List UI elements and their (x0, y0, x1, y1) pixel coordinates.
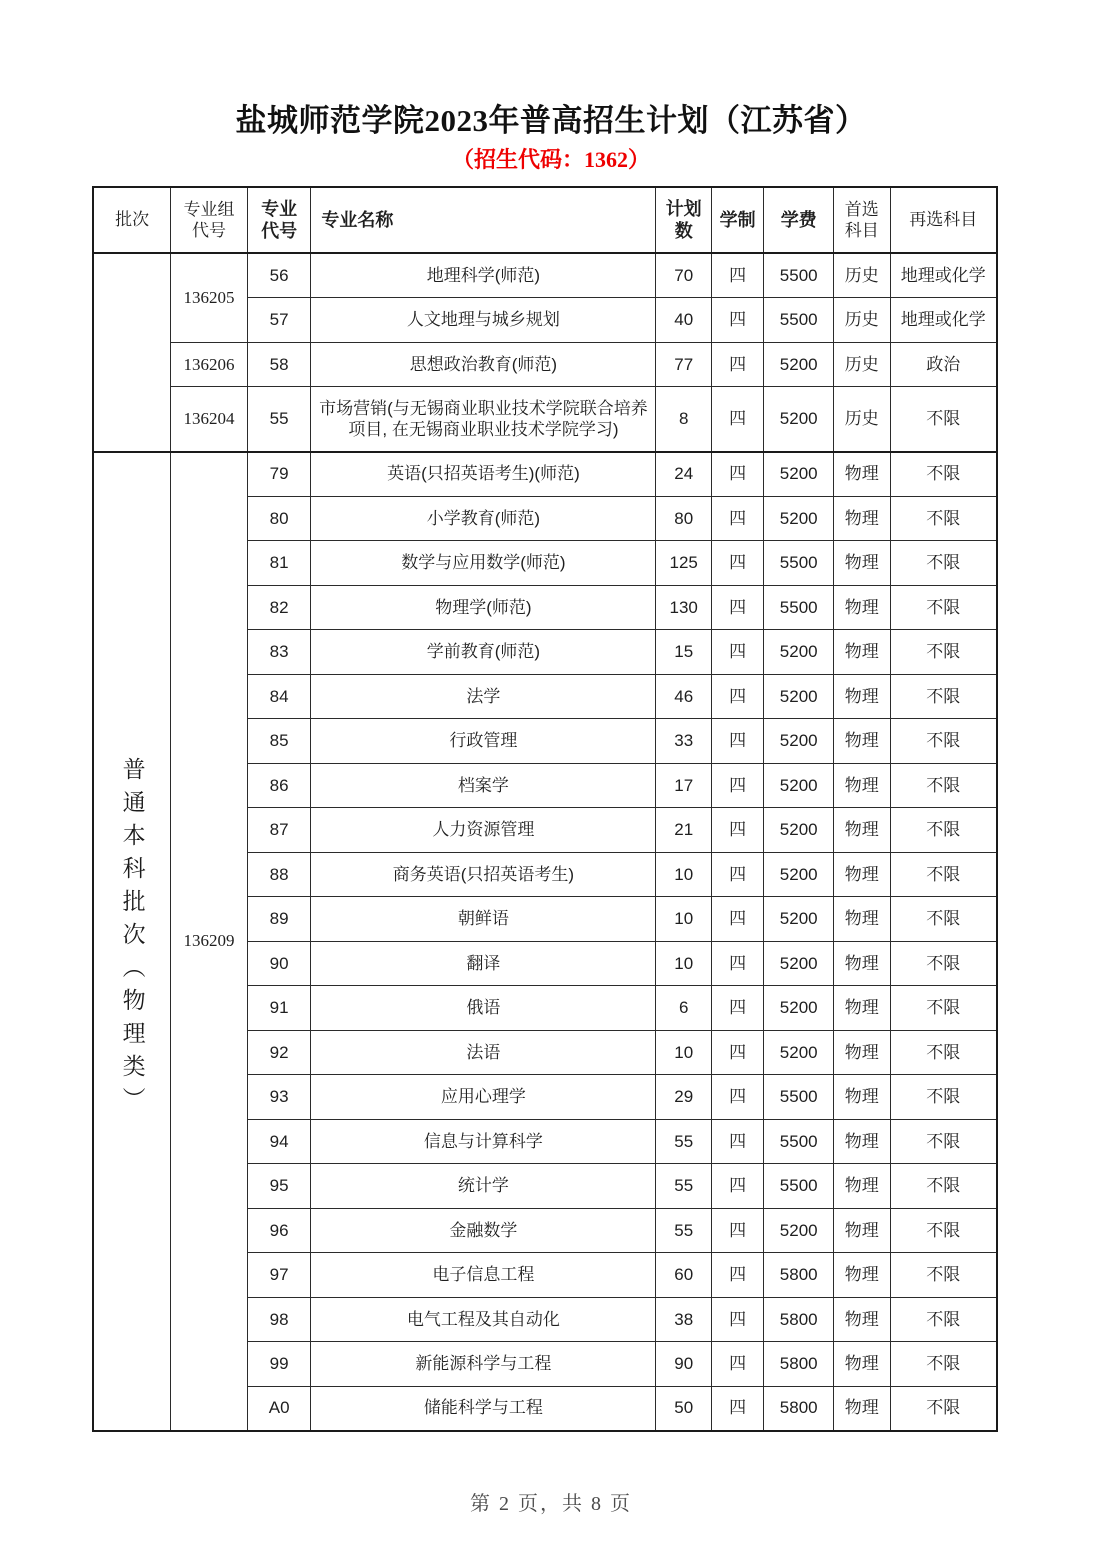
tuition-cell: 5200 (764, 1208, 834, 1253)
plan-count-cell: 24 (656, 452, 711, 497)
tuition-cell: 5200 (764, 674, 834, 719)
second-subject-cell: 不限 (890, 852, 997, 897)
plan-count-cell: 17 (656, 763, 711, 808)
plan-count-cell: 40 (656, 298, 711, 343)
first-subject-cell: 物理 (834, 630, 891, 675)
tuition-cell: 5800 (764, 1386, 834, 1431)
second-subject-cell: 地理或化学 (890, 253, 997, 298)
second-subject-cell: 不限 (890, 1119, 997, 1164)
table-row (93, 253, 997, 298)
first-subject-cell: 物理 (834, 852, 891, 897)
major-code-cell: 92 (247, 1030, 311, 1075)
years-cell: 四 (711, 387, 763, 452)
tuition-cell: 5200 (764, 763, 834, 808)
tuition-cell: 5200 (764, 452, 834, 497)
tuition-cell: 5500 (764, 1075, 834, 1120)
major-code-cell: 97 (247, 1253, 311, 1298)
plan-count-cell: 80 (656, 496, 711, 541)
batch-cell (93, 452, 171, 1431)
major-name-cell: 物理学(师范) (311, 585, 656, 630)
page-footer: 第 2 页，共 8 页 (470, 1493, 632, 1515)
plan-count-cell: 8 (656, 387, 711, 452)
second-subject-cell: 不限 (890, 452, 997, 497)
years-cell: 四 (711, 719, 763, 764)
second-subject-cell: 不限 (890, 763, 997, 808)
major-code-cell: 94 (247, 1119, 311, 1164)
major-code-cell: 55 (247, 387, 311, 452)
header-second-subject: 再选科目 (890, 187, 997, 253)
years-cell: 四 (711, 496, 763, 541)
first-subject-cell: 物理 (834, 541, 891, 586)
years-cell: 四 (711, 852, 763, 897)
first-subject-cell: 物理 (834, 1342, 891, 1387)
plan-count-cell: 10 (656, 1030, 711, 1075)
major-code-cell: 87 (247, 808, 311, 853)
major-name-cell: 储能科学与工程 (311, 1386, 656, 1431)
header-years: 学制 (711, 187, 763, 253)
major-name-cell: 地理科学(师范) (311, 253, 656, 298)
plan-count-cell: 130 (656, 585, 711, 630)
group-code-cell: 136204 (171, 387, 248, 452)
major-name-cell: 思想政治教育(师范) (311, 342, 656, 387)
first-subject-cell: 物理 (834, 763, 891, 808)
header-row (93, 187, 997, 253)
major-code-cell: 98 (247, 1297, 311, 1342)
plan-count-cell: 60 (656, 1253, 711, 1298)
plan-count-cell: 10 (656, 897, 711, 942)
first-subject-cell: 物理 (834, 1386, 891, 1431)
years-cell: 四 (711, 1208, 763, 1253)
group-code-cell: 136205 (171, 253, 248, 342)
second-subject-cell: 不限 (890, 1030, 997, 1075)
major-code-cell: 96 (247, 1208, 311, 1253)
title-block (0, 100, 1102, 176)
second-subject-cell: 不限 (890, 387, 997, 452)
tuition-cell: 5500 (764, 585, 834, 630)
major-name-cell: 翻译 (311, 941, 656, 986)
plan-count-cell: 55 (656, 1119, 711, 1164)
major-name-cell: 小学教育(师范) (311, 496, 656, 541)
tuition-cell: 5500 (764, 1164, 834, 1209)
enrollment-plan-table (92, 186, 998, 1432)
tuition-cell: 5200 (764, 719, 834, 764)
second-subject-cell: 不限 (890, 1208, 997, 1253)
major-name-cell: 电子信息工程 (311, 1253, 656, 1298)
tuition-cell: 5200 (764, 342, 834, 387)
major-name-cell: 信息与计算科学 (311, 1119, 656, 1164)
years-cell: 四 (711, 1386, 763, 1431)
major-name-cell: 统计学 (311, 1164, 656, 1209)
first-subject-cell: 物理 (834, 941, 891, 986)
first-subject-cell: 物理 (834, 1030, 891, 1075)
second-subject-cell: 政治 (890, 342, 997, 387)
tuition-cell: 5200 (764, 1030, 834, 1075)
first-subject-cell: 物理 (834, 897, 891, 942)
tuition-cell: 5200 (764, 630, 834, 675)
table-body (93, 253, 997, 1431)
header-batch: 批次 (93, 187, 171, 253)
major-code-cell: 91 (247, 986, 311, 1031)
page-title: 盐城师范学院2023年普高招生计划（江苏省） (235, 103, 867, 138)
major-name-cell: 行政管理 (311, 719, 656, 764)
major-name-cell: 市场营销(与无锡商业职业技术学院联合培养项目, 在无锡商业职业技术学院学习) (311, 387, 656, 452)
tuition-cell: 5200 (764, 496, 834, 541)
group-code-cell: 136206 (171, 342, 248, 387)
header-plan-count: 计划数 (656, 187, 711, 253)
first-subject-cell: 历史 (834, 342, 891, 387)
major-name-cell: 学前教育(师范) (311, 630, 656, 675)
header-first-subject: 首选科目 (834, 187, 891, 253)
plan-count-cell: 55 (656, 1164, 711, 1209)
major-code-cell: 88 (247, 852, 311, 897)
major-code-cell: 57 (247, 298, 311, 343)
years-cell: 四 (711, 1075, 763, 1120)
years-cell: 四 (711, 1164, 763, 1209)
plan-count-cell: 77 (656, 342, 711, 387)
first-subject-cell: 历史 (834, 253, 891, 298)
second-subject-cell: 不限 (890, 897, 997, 942)
years-cell: 四 (711, 1030, 763, 1075)
major-code-cell: 83 (247, 630, 311, 675)
years-cell: 四 (711, 941, 763, 986)
years-cell: 四 (711, 808, 763, 853)
major-name-cell: 法学 (311, 674, 656, 719)
major-name-cell: 法语 (311, 1030, 656, 1075)
second-subject-cell: 不限 (890, 941, 997, 986)
major-name-cell: 俄语 (311, 986, 656, 1031)
tuition-cell: 5200 (764, 852, 834, 897)
second-subject-cell: 不限 (890, 674, 997, 719)
major-code-cell: 84 (247, 674, 311, 719)
major-name-cell: 档案学 (311, 763, 656, 808)
years-cell: 四 (711, 452, 763, 497)
major-code-cell: 99 (247, 1342, 311, 1387)
admission-code-subtitle: （招生代码：1362） (451, 147, 650, 172)
first-subject-cell: 物理 (834, 1253, 891, 1298)
major-code-cell: 90 (247, 941, 311, 986)
major-code-cell: 93 (247, 1075, 311, 1120)
major-code-cell: 58 (247, 342, 311, 387)
plan-count-cell: 125 (656, 541, 711, 586)
first-subject-cell: 物理 (834, 1164, 891, 1209)
tuition-cell: 5500 (764, 1119, 834, 1164)
tuition-cell: 5200 (764, 986, 834, 1031)
first-subject-cell: 物理 (834, 496, 891, 541)
second-subject-cell: 不限 (890, 1342, 997, 1387)
major-name-cell: 数学与应用数学(师范) (311, 541, 656, 586)
plan-table-wrapper (92, 186, 998, 1432)
major-name-cell: 应用心理学 (311, 1075, 656, 1120)
major-name-cell: 朝鲜语 (311, 897, 656, 942)
major-code-cell: 86 (247, 763, 311, 808)
tuition-cell: 5200 (764, 897, 834, 942)
plan-count-cell: 10 (656, 941, 711, 986)
group-code-cell: 136209 (171, 452, 248, 1431)
second-subject-cell: 不限 (890, 630, 997, 675)
second-subject-cell: 不限 (890, 808, 997, 853)
second-subject-cell: 不限 (890, 1164, 997, 1209)
first-subject-cell: 物理 (834, 1297, 891, 1342)
major-code-cell: 79 (247, 452, 311, 497)
second-subject-cell: 不限 (890, 541, 997, 586)
plan-count-cell: 6 (656, 986, 711, 1031)
tuition-cell: 5800 (764, 1253, 834, 1298)
years-cell: 四 (711, 630, 763, 675)
years-cell: 四 (711, 1253, 763, 1298)
plan-count-cell: 33 (656, 719, 711, 764)
major-code-cell: A0 (247, 1386, 311, 1431)
major-name-cell: 商务英语(只招英语考生) (311, 852, 656, 897)
years-cell: 四 (711, 986, 763, 1031)
years-cell: 四 (711, 585, 763, 630)
plan-count-cell: 21 (656, 808, 711, 853)
plan-count-cell: 15 (656, 630, 711, 675)
major-name-cell: 新能源科学与工程 (311, 1342, 656, 1387)
major-name-cell: 英语(只招英语考生)(师范) (311, 452, 656, 497)
years-cell: 四 (711, 541, 763, 586)
second-subject-cell: 不限 (890, 1075, 997, 1120)
plan-count-cell: 38 (656, 1297, 711, 1342)
second-subject-cell: 不限 (890, 986, 997, 1031)
first-subject-cell: 物理 (834, 674, 891, 719)
header-tuition: 学费 (764, 187, 834, 253)
first-subject-cell: 物理 (834, 719, 891, 764)
major-code-cell: 89 (247, 897, 311, 942)
major-code-cell: 82 (247, 585, 311, 630)
batch-label: 普通本科批次（物理类） (119, 756, 145, 1120)
first-subject-cell: 物理 (834, 585, 891, 630)
major-code-cell: 85 (247, 719, 311, 764)
years-cell: 四 (711, 253, 763, 298)
first-subject-cell: 物理 (834, 1075, 891, 1120)
table-row (93, 342, 997, 387)
second-subject-cell: 不限 (890, 1253, 997, 1298)
first-subject-cell: 历史 (834, 298, 891, 343)
plan-count-cell: 29 (656, 1075, 711, 1120)
years-cell: 四 (711, 1119, 763, 1164)
plan-count-cell: 70 (656, 253, 711, 298)
major-code-cell: 81 (247, 541, 311, 586)
header-major-name: 专业名称 (311, 187, 656, 253)
tuition-cell: 5200 (764, 941, 834, 986)
table-header (93, 187, 997, 253)
major-name-cell: 人文地理与城乡规划 (311, 298, 656, 343)
plan-count-cell: 55 (656, 1208, 711, 1253)
years-cell: 四 (711, 897, 763, 942)
years-cell: 四 (711, 342, 763, 387)
first-subject-cell: 历史 (834, 387, 891, 452)
years-cell: 四 (711, 674, 763, 719)
major-code-cell: 80 (247, 496, 311, 541)
tuition-cell: 5200 (764, 387, 834, 452)
tuition-cell: 5500 (764, 298, 834, 343)
table-row (93, 387, 997, 452)
years-cell: 四 (711, 763, 763, 808)
tuition-cell: 5500 (764, 253, 834, 298)
plan-count-cell: 10 (656, 852, 711, 897)
second-subject-cell: 不限 (890, 585, 997, 630)
first-subject-cell: 物理 (834, 986, 891, 1031)
years-cell: 四 (711, 1342, 763, 1387)
plan-count-cell: 50 (656, 1386, 711, 1431)
tuition-cell: 5800 (764, 1342, 834, 1387)
second-subject-cell: 不限 (890, 1386, 997, 1431)
second-subject-cell: 不限 (890, 1297, 997, 1342)
major-code-cell: 56 (247, 253, 311, 298)
second-subject-cell: 不限 (890, 719, 997, 764)
first-subject-cell: 物理 (834, 808, 891, 853)
plan-count-cell: 46 (656, 674, 711, 719)
plan-count-cell: 90 (656, 1342, 711, 1387)
batch-cell (93, 253, 171, 452)
years-cell: 四 (711, 298, 763, 343)
major-code-cell: 95 (247, 1164, 311, 1209)
major-name-cell: 金融数学 (311, 1208, 656, 1253)
first-subject-cell: 物理 (834, 452, 891, 497)
first-subject-cell: 物理 (834, 1119, 891, 1164)
table-row (93, 452, 997, 497)
years-cell: 四 (711, 1297, 763, 1342)
header-group-code: 专业组代号 (171, 187, 248, 253)
first-subject-cell: 物理 (834, 1208, 891, 1253)
tuition-cell: 5800 (764, 1297, 834, 1342)
tuition-cell: 5500 (764, 541, 834, 586)
major-name-cell: 电气工程及其自动化 (311, 1297, 656, 1342)
major-name-cell: 人力资源管理 (311, 808, 656, 853)
second-subject-cell: 地理或化学 (890, 298, 997, 343)
tuition-cell: 5200 (764, 808, 834, 853)
second-subject-cell: 不限 (890, 496, 997, 541)
header-major-code: 专业代号 (247, 187, 311, 253)
